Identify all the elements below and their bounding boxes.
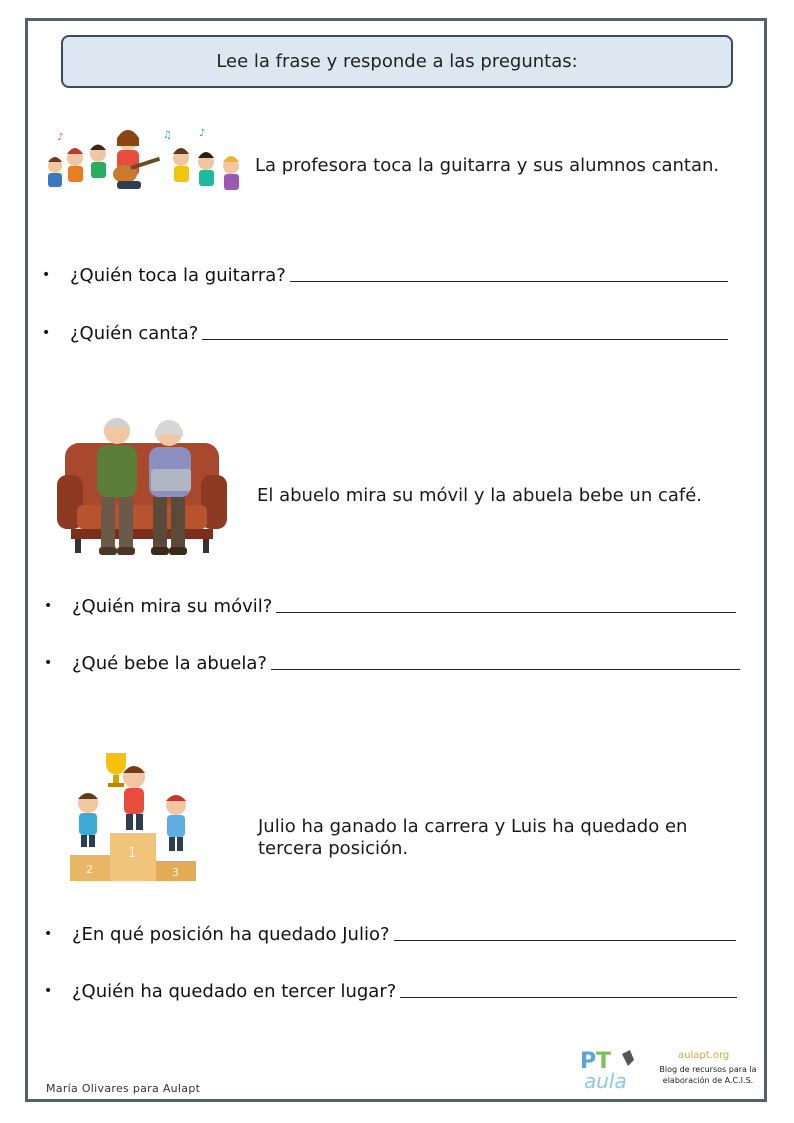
svg-text:♪: ♪: [199, 128, 206, 139]
question-text: ¿Quién mira su móvil?: [72, 596, 273, 617]
answer-line[interactable]: [276, 611, 736, 613]
podium-number-1: 1: [128, 846, 137, 861]
svg-text:P: P: [580, 1049, 597, 1074]
question-3-1: [44, 921, 736, 945]
svg-text:♫: ♫: [163, 130, 172, 141]
logo-url[interactable]: aulapt.org: [678, 1050, 730, 1061]
author-credit: María Olivares para Aulapt: [46, 1082, 201, 1095]
children-group-left: [48, 145, 106, 188]
second-place-child: [78, 793, 98, 847]
question-3-2: [44, 978, 737, 1002]
bullet: •: [42, 325, 51, 341]
instruction-text: Lee la frase y responde a las preguntas:: [216, 51, 578, 72]
bullet: •: [44, 598, 53, 614]
question-2-2: [44, 650, 740, 674]
answer-line[interactable]: [394, 939, 736, 941]
aulapt-logo[interactable]: [578, 1046, 758, 1094]
bullet: •: [44, 926, 53, 942]
logo-graphic: [578, 1046, 656, 1094]
svg-text:aula: aula: [584, 1069, 627, 1093]
teacher-with-guitar: [113, 130, 160, 189]
winner-child: [123, 766, 145, 830]
question-1-2: [42, 320, 728, 344]
question-text: ¿Quién ha quedado en tercer lugar?: [72, 981, 397, 1002]
question-text: ¿Qué bebe la abuela?: [72, 653, 267, 674]
svg-text:T: T: [596, 1049, 612, 1074]
podium-number-2: 2: [86, 863, 93, 876]
answer-line[interactable]: [290, 280, 728, 282]
question-1-1: [42, 262, 728, 286]
podium-illustration: [66, 745, 200, 883]
sentence-1: La profesora toca la guitarra y sus alumnos cantan.: [255, 155, 720, 176]
third-place-child: [166, 795, 186, 851]
sentence-3: Julio ha ganado la carrera y Luis ha quedado en tercera posición.: [258, 816, 688, 859]
question-text: ¿En qué posición ha quedado Julio?: [72, 924, 390, 945]
logo-description: Blog de recursos para la elaboración de A.C.I.S.: [659, 1065, 757, 1085]
music-class-illustration: [43, 126, 248, 200]
answer-line[interactable]: [400, 996, 737, 998]
answer-line[interactable]: [271, 668, 740, 670]
bullet: •: [42, 267, 51, 283]
grandparents-sofa-illustration: [57, 413, 227, 561]
question-text: ¿Quién toca la guitarra?: [70, 265, 286, 286]
bullet: •: [44, 983, 53, 999]
instruction-box: [61, 35, 733, 88]
svg-text:♪: ♪: [57, 132, 64, 143]
children-group-right: [173, 148, 239, 190]
bullet: •: [44, 655, 53, 671]
question-2-1: [44, 593, 736, 617]
question-text: ¿Quién canta?: [70, 323, 199, 344]
sentence-2: El abuelo mira su móvil y la abuela bebe un café.: [257, 485, 703, 506]
podium-number-3: 3: [172, 866, 179, 879]
answer-line[interactable]: [202, 338, 728, 340]
trophy-icon: [106, 753, 126, 787]
